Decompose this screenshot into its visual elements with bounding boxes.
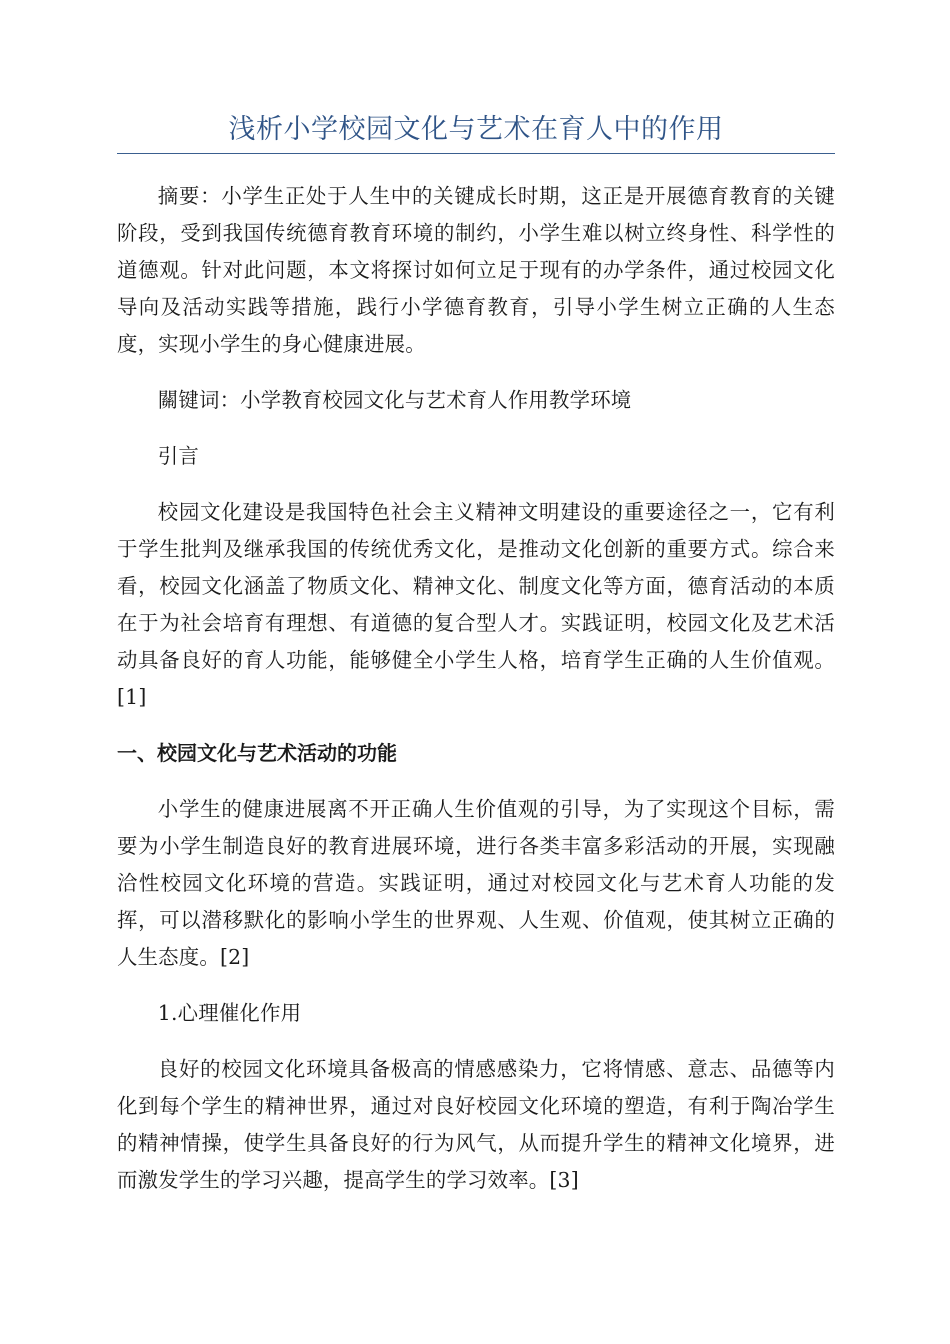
subsection-paragraph: 良好的校园文化环境具备极高的情感感染力，它将情感、意志、品德等内化到每个学生的精神世界，通过对良好校园文化环境的塑造，有利于陶冶学生的精神情操，使学生具备良好的行为风气，从而提升学生的精神文化境界，进而激发学生的学习兴趣，提高学生的学习效率。[3] <box>117 1057 835 1192</box>
intro-paragraph: 校园文化建设是我国特色社会主义精神文明建设的重要途径之一，它有利于学生批判及继承我国的传统优秀文化，是推动文化创新的重要方式。综合来看，校园文化涵盖了物质文化、精神文化、制度文化等方面，德育活动的本质在于为社会培育有理想、有道德的复合型人才。实践证明，校园文化及艺术活动具备良好的育人功能，能够健全小学生人格，培育学生正确的人生价值观。[1] <box>117 500 835 709</box>
keywords-paragraph: 關键词：小学教育校园文化与艺术育人作用教学环境 <box>157 388 632 412</box>
abstract-paragraph: 摘要：小学生正处于人生中的关键成长时期，这正是开展德育教育的关键阶段，受到我国传统德育教育环境的制约，小学生难以树立终身性、科学性的道德观。针对此问题，本文将探讨如何立足于现有的办学条件，通过校园文化导向及活动实践等措施，践行小学德育教育，引导小学生树立正确的人生态度，实现小学生的身心健康进展。 <box>117 184 835 356</box>
subsection-heading: 1.心理催化作用 <box>157 1001 302 1025</box>
title-block <box>117 112 835 154</box>
section-heading: 一、校园文化与艺术活动的功能 <box>117 741 397 765</box>
document-title: 浅析小学校园文化与艺术在育人中的作用 <box>228 114 724 145</box>
section-paragraph: 小学生的健康进展离不开正确人生价值观的引导，为了实现这个目标，需要为小学生制造良好的教育进展环境，进行各类丰富多彩活动的开展，实现融洽性校园文化环境的营造。实践证明，通过对校园文化与艺术育人功能的发挥，可以潜移默化的影响小学生的世界观、人生观、价值观，使其树立正确的人生态度。[2] <box>117 797 835 969</box>
intro-heading: 引言 <box>157 444 199 468</box>
document-page <box>117 112 835 1199</box>
